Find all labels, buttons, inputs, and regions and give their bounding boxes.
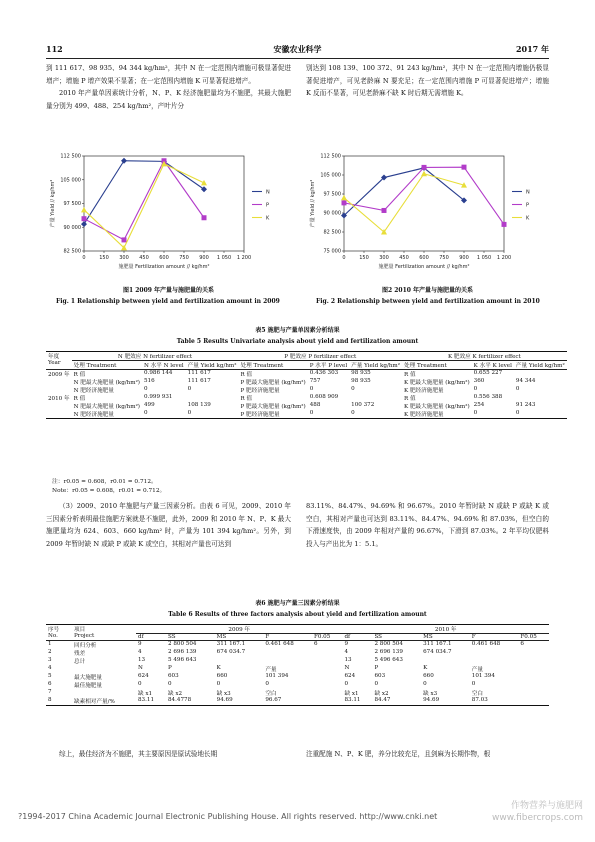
table-row: [46, 673, 549, 681]
table-cell: R 值: [240, 396, 253, 402]
table-cell: P 肥经济施肥量: [240, 412, 280, 418]
table-cell: 0: [168, 681, 172, 687]
col-year-en: Year: [48, 360, 61, 366]
table-cell: 2 800 504: [374, 641, 403, 647]
table-row: [46, 370, 567, 379]
table-row: [46, 378, 567, 386]
table-cell: [312, 697, 342, 706]
data-point-P: [422, 165, 427, 170]
table-cell: 2 696 139: [374, 649, 403, 655]
table-cell: 5 496 643: [168, 657, 197, 663]
table-cell: 360: [473, 378, 485, 384]
table-cell: [312, 681, 342, 689]
table-cell: 2 696 139: [168, 649, 197, 655]
data-point-K: [421, 171, 427, 177]
table-cell: 6: [313, 641, 318, 647]
y-tick-label: 112 500: [320, 153, 341, 160]
col-no-cn: 序号: [48, 627, 60, 633]
table-cell: 缺 x3: [216, 691, 231, 697]
table-cell: 0.655 227: [473, 370, 503, 376]
y-tick-label: 105 000: [320, 172, 341, 179]
header-2010: 2010 年: [342, 625, 549, 634]
y-tick-label: 97 500: [323, 191, 341, 198]
table-cell: 0: [187, 386, 192, 392]
table-cell: 0: [309, 386, 314, 392]
plot-area: [84, 156, 244, 251]
table-cell: 98 935: [351, 378, 371, 384]
table-cell: K: [423, 665, 428, 671]
table-cell: [46, 410, 72, 419]
table-cell: 94.69: [216, 697, 233, 703]
sub-treatment: 处理 Treatment: [403, 363, 447, 369]
table-cell: 2 800 504: [168, 641, 197, 647]
table-row: [46, 402, 567, 410]
table-cell: 最佳施肥量: [74, 683, 102, 689]
table-cell: 0: [216, 681, 221, 687]
table-cell: 0: [515, 410, 520, 416]
legend-label-P: P: [526, 202, 530, 209]
table-cell: 488: [309, 402, 321, 408]
table-cell: R 值: [73, 396, 86, 402]
copyright-footer: ?1994-2017 China Academic Journal Electronic Publishing House. All rights reserved. http://www.cnki.net: [18, 812, 438, 821]
table-cell: [263, 657, 312, 665]
sub-yield: 产量 Yield kg/hm²: [187, 363, 237, 369]
table-cell: 0: [351, 410, 355, 416]
col-year-cn: 年度: [48, 354, 60, 360]
table-cell: R 值: [73, 372, 86, 378]
x-tick-label: 750: [439, 255, 449, 261]
legend-label-K: K: [266, 215, 270, 222]
paragraph: 83.11%、84.47%、94.69% 和 96.67%。2010 年暂时缺 N 或缺 P 或缺 K 或空白，其相对产量也可达到 83.11%、84.47%、94.69% 和 87.03%，但空白的下滑速度快，由 2009 年相对产量的 96.67%，下滑到 87.03%。2 年平均仅肥料投入与产出比为 1：5.1。: [306, 502, 549, 548]
table-cell: 缺 x3: [423, 691, 438, 697]
table-cell: 2: [48, 649, 52, 655]
table-row: [46, 657, 549, 665]
table-cell: 96.67: [265, 697, 282, 703]
col-no-en: No.: [48, 633, 58, 639]
figure-1: [46, 148, 291, 283]
paragraph: 2010 年产量单因素统计分析，N、P、K 经济施肥量均为不施肥，其最大施肥量分别为 499、488、254 kg/hm²，产叶片分: [46, 89, 291, 110]
table-cell: P 肥经济施肥量: [240, 388, 280, 394]
paragraph: （3）2009、2010 年施肥与产量三因素分析。由表 6 可见，2009、2010 年三因素分析表明最佳施肥方案就是不施肥，此外，2009 和 2010 年 N、P、K 最大施肥量均为 624、603、660 kg/hm² 时，产量为 101 394 kg/hm²。另外，到 2009 年暂时缺 N 或缺 P 或缺 K 或空白，其相对产量也可达到: [46, 502, 291, 548]
table-cell: 0: [138, 681, 142, 687]
table-cell: R 值: [240, 372, 253, 378]
y-tick-label: 90 000: [323, 210, 341, 217]
y-tick-label: 97 500: [63, 201, 81, 208]
sub-n-level: N 水平 N level: [144, 363, 184, 369]
series-line-K: [344, 174, 464, 232]
table-cell: 2010 年: [48, 396, 70, 402]
group-p-header: P 肥效应 P fertilizer effect: [238, 352, 402, 361]
data-point-P: [202, 215, 207, 220]
table-cell: 311 167.1: [216, 641, 246, 647]
header-2009: 2009 年: [136, 625, 342, 634]
paragraph: 到 111 617、98 935、94 344 kg/hm²，其中 N 在一定范围内增施可极显著促进增产；增施 P 增产效果不显著；在一定范围内增施 K 可显著促进增产。: [46, 64, 291, 85]
table-cell: [186, 394, 239, 402]
table-5-title-cn: 表5 施肥与产量单因素分析结果: [255, 327, 340, 334]
table-cell: [215, 657, 264, 665]
table-cell: 660: [216, 673, 228, 679]
table-cell: 5 496 643: [374, 657, 403, 663]
table-cell: 空白: [471, 691, 483, 697]
table-cell: [312, 673, 342, 681]
table-row: [46, 386, 567, 394]
table-cell: K 肥经济施肥量: [403, 388, 444, 394]
stat-header: F0.05: [520, 634, 537, 640]
group-k-header: K 肥效应 K fertilizer effect: [402, 352, 567, 361]
table-cell: 84.4778: [168, 697, 192, 703]
table-cell: 缺素相对产量/%: [74, 699, 115, 705]
paragraph: 综上，最佳经济为不施肥，其主要原因是原试验地长期: [59, 750, 218, 758]
table-cell: 674 034.7: [216, 649, 246, 655]
watermark: [492, 800, 583, 824]
table-cell: 总计: [74, 659, 86, 665]
sub-treatment: 处理 Treatment: [240, 363, 284, 369]
data-point-K: [201, 180, 207, 186]
table-5: [46, 351, 567, 419]
legend-label-N: N: [266, 189, 270, 196]
series-line-N: [344, 168, 464, 216]
table-cell: 9: [138, 641, 142, 647]
table-cell: 83.11: [138, 697, 155, 703]
table-cell: 624: [344, 673, 356, 679]
table-cell: 0: [473, 386, 478, 392]
table-cell: [518, 697, 549, 706]
table-cell: 7: [48, 689, 52, 695]
table-cell: [349, 394, 402, 402]
data-point-P: [502, 222, 507, 227]
data-point-P: [462, 165, 467, 170]
table-cell: [514, 394, 567, 402]
table-cell: 516: [144, 378, 155, 384]
figure-2-caption-cn: 图2 2010 年产量与施肥量的关系: [381, 287, 474, 294]
series-line-P: [84, 161, 204, 240]
stat-header: SS: [168, 634, 176, 640]
table-cell: 0.461 648: [265, 641, 294, 647]
table-cell: 9: [344, 641, 349, 647]
table-cell: [470, 657, 519, 665]
table-cell: [72, 665, 136, 673]
stat-header: MS: [423, 634, 433, 640]
table-cell: [518, 681, 549, 689]
table-cell: 83.11: [344, 697, 361, 703]
table-cell: 0.436 303: [309, 370, 339, 376]
right-column-top: [306, 62, 549, 100]
stat-header: F: [265, 634, 270, 640]
data-point-K: [81, 207, 87, 213]
y-tick-label: 112 500: [60, 153, 81, 160]
stat-header: df: [344, 634, 351, 640]
right-column-last: [306, 748, 549, 761]
table-cell: 0.608 909: [309, 394, 339, 400]
data-point-P: [382, 208, 387, 213]
table-cell: 94 344: [515, 378, 536, 384]
x-tick-label: 150: [99, 255, 109, 261]
journal-year: 2017 年: [515, 44, 549, 54]
table-cell: 254: [473, 402, 485, 408]
table-cell: 108 139: [187, 402, 211, 408]
x-tick-label: 600: [419, 255, 429, 261]
header-rule: [46, 58, 549, 59]
watermark-cn: 作物营养与施肥网: [510, 801, 583, 811]
y-axis-label: 产量 Yield // kg/hm²: [310, 179, 316, 228]
table-cell: 2009 年: [48, 372, 70, 378]
table-cell: 13: [138, 657, 146, 663]
table-cell: 4: [48, 665, 52, 671]
table-cell: [518, 689, 549, 697]
table-cell: [46, 402, 72, 410]
table-cell: [72, 689, 136, 697]
table-cell: 0: [471, 681, 476, 687]
table-cell: 产量: [471, 667, 483, 673]
chart-2009: [46, 148, 291, 283]
table-cell: 111 617: [187, 378, 211, 384]
x-tick-label: 1 050: [216, 255, 232, 261]
y-tick-label: 105 000: [60, 177, 81, 184]
table-5-note-cn: 注：r0.05 = 0.608，r0.01 = 0.712。: [52, 479, 157, 485]
table-cell: P 肥最大施肥量 (kg/hm²): [240, 380, 306, 386]
x-tick-label: 150: [359, 255, 369, 261]
table-cell: 0: [309, 410, 314, 416]
table-cell: 缺 x1: [344, 691, 359, 697]
x-tick-label: 900: [459, 255, 469, 261]
table-cell: P 肥最大施肥量 (kg/hm²): [240, 404, 306, 410]
data-point-P: [122, 237, 127, 242]
table-cell: [46, 386, 72, 394]
table-cell: [46, 378, 72, 386]
table-row: [46, 394, 567, 402]
paragraph: 别达到 108 139、100 372、91 243 kg/hm²，其中 N 在一定范围内增施仍极显著促进增产，可见老龄麻 N 要充足；在一定范围内增施 P 可显著促进增产；增施 K 反而不显著，可见老龄麻不缺 K 时后期无需增施 K。: [306, 64, 549, 97]
table-cell: [312, 689, 342, 697]
data-point-P: [82, 216, 87, 221]
table-cell: 101 394: [265, 673, 289, 679]
table-cell: K 肥最大施肥量 (kg/hm²): [403, 380, 470, 386]
table-cell: N: [344, 665, 350, 671]
table-cell: N: [138, 665, 143, 671]
table-cell: 8: [48, 697, 52, 703]
legend-label-N: N: [526, 189, 530, 196]
table-cell: 0: [473, 410, 478, 416]
table-cell: 0.556 388: [473, 394, 503, 400]
table-6-title-en: Table 6 Results of three factors analysis about yield and fertilization amount: [168, 611, 427, 618]
table-cell: K 肥经济施肥量: [403, 412, 444, 418]
sub-treatment: 处理 Treatment: [73, 363, 117, 369]
table-row: [46, 665, 549, 673]
table-cell: 84.47: [374, 697, 391, 703]
table-cell: N 肥经济施肥量: [73, 412, 114, 418]
x-tick-label: 1 050: [476, 255, 492, 261]
table-cell: 757: [309, 378, 321, 384]
table-cell: 87.03: [471, 697, 488, 703]
sub-p-level: P 水平 P level: [309, 363, 348, 369]
table-cell: 6: [48, 681, 52, 687]
table-cell: 0: [265, 681, 269, 687]
watermark-url: www.fibercrops.com: [492, 813, 583, 823]
table-cell: 0: [374, 681, 379, 687]
table-cell: 603: [168, 673, 179, 679]
x-tick-label: 1 200: [496, 255, 512, 261]
y-tick-label: 82 500: [63, 248, 81, 255]
y-axis-label: 产量 Yield // kg/hm²: [50, 179, 56, 228]
table-cell: 0.999 931: [144, 394, 173, 400]
table-cell: 660: [423, 673, 434, 679]
table-cell: 3: [48, 657, 52, 663]
table-cell: [518, 649, 549, 657]
legend-label-P: P: [266, 202, 270, 209]
table-cell: R 值: [403, 396, 416, 402]
table-cell: 674 034.7: [423, 649, 452, 655]
table-cell: R 值: [403, 372, 416, 378]
figure-2-caption-en: Fig. 2 Relationship between yield and fertilization amount in 2010: [316, 298, 540, 305]
x-tick-label: 600: [159, 255, 169, 261]
table-row: [46, 697, 549, 706]
y-tick-label: 82 500: [323, 229, 341, 236]
figure-1-caption-cn: 图1 2009 年产量与施肥量的关系: [122, 287, 215, 294]
group-n-header: N 肥效应 N fertilizer effect: [72, 352, 239, 361]
table-cell: 缺 x2: [374, 691, 389, 697]
x-tick-label: 0: [82, 255, 86, 261]
table-cell: 空白: [265, 691, 277, 697]
stat-header: F: [471, 634, 476, 640]
table-cell: 5: [48, 673, 52, 679]
table-cell: P: [374, 665, 379, 671]
col-project-en: Project: [74, 633, 95, 639]
x-tick-label: 300: [379, 255, 389, 261]
table-row: [46, 689, 549, 697]
y-tick-label: 75 000: [323, 248, 341, 255]
table-cell: 0: [515, 386, 520, 392]
table-cell: 0.986 144: [144, 370, 173, 376]
table-cell: 缺 x1: [138, 691, 153, 697]
table-cell: 6: [520, 641, 524, 647]
table-cell: 100 372: [351, 402, 375, 408]
table-cell: 603: [374, 673, 386, 679]
data-point-P: [342, 200, 347, 205]
figure-2: [306, 148, 551, 283]
table-cell: [518, 657, 549, 665]
table-cell: 1: [48, 641, 52, 647]
table-cell: [421, 657, 470, 665]
sub-k-level: K 水平 K level: [473, 363, 512, 369]
x-axis-label: 施肥量 Fertilization amount // kg/hm²: [378, 264, 470, 270]
table-cell: 0: [187, 410, 192, 416]
left-column-top: [46, 62, 291, 112]
table-6: [46, 624, 549, 706]
col-project-cn: 项目: [74, 627, 86, 633]
table-cell: [312, 649, 342, 657]
table-5-title-en: Table 5 Results Univariate analysis about yield and fertilization amount: [176, 338, 419, 345]
x-tick-label: 300: [119, 255, 129, 261]
table-row: [46, 641, 549, 650]
stat-header: df: [138, 634, 144, 640]
table-cell: N 肥最大施肥量 (kg/hm²): [73, 404, 140, 410]
chart-2010: [306, 148, 551, 283]
table-5-note-en: Note：r0.05 = 0.608，r0.01 = 0.712。: [52, 488, 166, 494]
table-cell: 缺 x2: [168, 691, 183, 697]
page-number: 112: [46, 44, 63, 54]
sub-yield: 产量 Yield kg/hm²: [515, 363, 565, 369]
journal-name: 安徽农业科学: [273, 44, 322, 54]
table-cell: 101 394: [471, 673, 495, 679]
table-cell: 0: [144, 410, 148, 416]
figure-1-caption-en: Fig. 1 Relationship between yield and fertilization amount in 2009: [56, 298, 280, 305]
table-row: [46, 681, 549, 689]
stat-header: F0.05: [313, 634, 331, 640]
table-cell: 4: [344, 649, 349, 655]
left-column-bottom: [46, 500, 291, 550]
table-cell: 311 167.1: [423, 641, 452, 647]
table-cell: 残差: [74, 651, 86, 657]
table-cell: [312, 665, 342, 673]
table-cell: 13: [344, 657, 352, 663]
table-cell: 0: [351, 386, 355, 392]
sub-yield: 产量 Yield kg/hm²: [351, 363, 400, 369]
stat-header: MS: [216, 634, 227, 640]
x-tick-label: 450: [399, 255, 409, 261]
x-tick-label: 450: [139, 255, 149, 261]
table-cell: 0.461 648: [471, 641, 501, 647]
legend-label-K: K: [526, 215, 530, 222]
left-column-last: [46, 748, 291, 761]
table-cell: K 肥最大施肥量 (kg/hm²): [403, 404, 470, 410]
table-cell: 98 935: [351, 370, 371, 376]
table-cell: [263, 649, 312, 657]
table-cell: 产量: [265, 667, 277, 673]
y-tick-label: 90 000: [63, 224, 81, 231]
table-cell: K: [216, 665, 221, 671]
table-cell: 0: [144, 386, 148, 392]
x-tick-label: 750: [179, 255, 189, 261]
table-cell: 0: [423, 681, 427, 687]
table-cell: [312, 657, 342, 665]
table-cell: 624: [138, 673, 149, 679]
right-column-bottom: [306, 500, 549, 550]
table-cell: P: [168, 665, 172, 671]
table-cell: 最大施肥量: [74, 675, 102, 681]
data-point-N: [81, 221, 87, 227]
table-cell: [518, 673, 549, 681]
table-cell: 0: [344, 681, 349, 687]
table-cell: 4: [138, 649, 142, 655]
table-cell: N 肥经济施肥量: [73, 388, 114, 394]
table-row: [46, 410, 567, 419]
paragraph: 注重配施 N、P、K 肥，养分比较充足，且剑麻为长期作物，根: [306, 750, 491, 758]
table-cell: 499: [144, 402, 155, 408]
table-cell: 回归分析: [74, 643, 97, 649]
x-tick-label: 1 200: [236, 255, 252, 261]
data-point-N: [121, 158, 127, 164]
table-cell: N 肥最大施肥量 (kg/hm²): [73, 380, 140, 386]
table-cell: 111 617: [187, 370, 211, 376]
table-row: [46, 649, 549, 657]
stat-header: SS: [374, 634, 383, 640]
x-tick-label: 900: [199, 255, 209, 261]
data-point-K: [341, 195, 347, 201]
table-cell: [518, 665, 549, 673]
table-cell: [470, 649, 519, 657]
table-6-title-cn: 表6 施肥与产量三因素分析结果: [255, 600, 340, 607]
x-axis-label: 施肥量 Fertilization amount // kg/hm²: [118, 264, 210, 270]
x-tick-label: 0: [342, 255, 346, 261]
table-cell: 94.69: [423, 697, 440, 703]
table-cell: 91 243: [515, 402, 536, 408]
table-cell: [514, 370, 567, 379]
